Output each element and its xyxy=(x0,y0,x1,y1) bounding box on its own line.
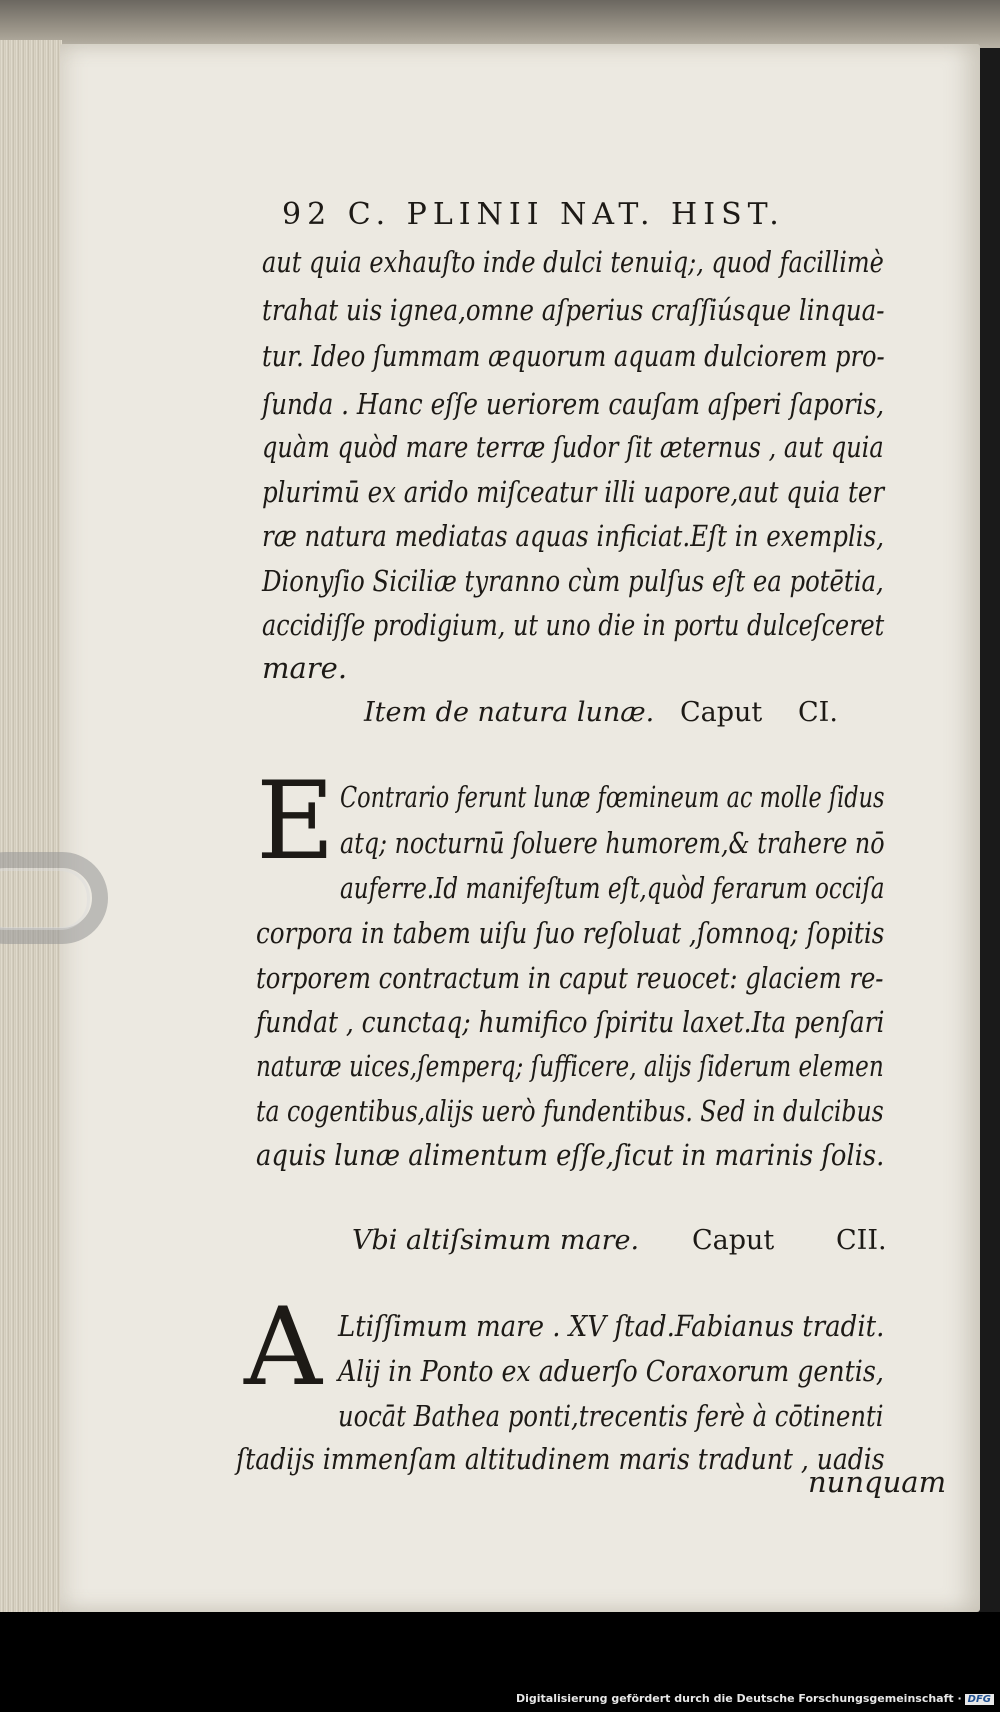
text-line: corpora in tabem uiſu ſuo reſoluat ,ſomnoq; ſopitis xyxy=(256,916,885,950)
chapter-101-number: CI. xyxy=(798,697,838,728)
book-top-edge xyxy=(0,0,1000,48)
dfg-logo: DFG xyxy=(965,1694,994,1705)
text-line: Contrario ferunt lunæ fœmineum ac molle ſidus xyxy=(340,780,885,814)
credit-text: Digitalisierung gefördert durch die Deutsche Forschungsgemeinschaft · xyxy=(515,1692,962,1705)
text-line: torporem contractum in caput reuocet: glaciem re- xyxy=(256,961,884,995)
text-line: ſtadijs immenſam altitudinem maris tradunt , uadis xyxy=(236,1442,885,1476)
text-line: Alij in Ponto ex aduerſo Coraxorum gentis, xyxy=(338,1354,884,1388)
chapter-102-caput: Caput xyxy=(692,1225,775,1256)
text-line: aquis lunæ alimentum eſſe,ſicut in marinis ſolis. xyxy=(256,1138,885,1172)
text-line: atq; nocturnū ſoluere humorem,& trahere nō xyxy=(340,826,885,860)
paper-clip-highlight xyxy=(0,868,90,930)
text-line: plurimū ex arido miſceatur illi uapore,aut quia ter xyxy=(262,475,885,509)
chapter-102-number: CII. xyxy=(836,1225,887,1256)
chapter-102-title: Vbi altiſsimum mare. xyxy=(352,1225,640,1256)
text-line: tur. Ideo ſummam æquorum aquam dulciorem pro- xyxy=(262,339,885,373)
running-head: 92 C. PLINII NAT. HIST. xyxy=(282,197,785,232)
text-line: ræ natura mediatas aquas inficiat.Eſt in exemplis, xyxy=(262,519,884,553)
chapter-101-title: Item de natura lunæ. xyxy=(364,697,655,728)
text-line: fundat , cunctaq; humifico ſpiritu laxet.Ita penſari xyxy=(256,1005,885,1039)
text-line: mare. xyxy=(262,651,348,685)
catchword: nunquam xyxy=(808,1465,947,1499)
drop-cap-a: A xyxy=(244,1285,322,1410)
chapter-101-caput: Caput xyxy=(680,697,763,728)
drop-cap-e: E xyxy=(256,759,335,884)
text-line: trahat uis ignea,omne aſperius craſſiúsque linqua- xyxy=(262,293,885,327)
text-line: Dionyſio Siciliæ tyranno cùm pulſus eſt ea potētia, xyxy=(262,564,884,598)
text-line: ſunda . Hanc eſſe ueriorem cauſam aſperi ſaporis, xyxy=(262,387,885,421)
text-line: ta cogentibus,alijs uerò fundentibus. Sed in dulcibus xyxy=(256,1094,884,1128)
text-line: auferre.Id manifeſtum eſt,quòd ferarum occiſa xyxy=(340,871,885,905)
text-line: naturæ uices,ſemperq; ſufficere, alijs ſiderum elemen xyxy=(256,1049,884,1083)
page-stack-edge xyxy=(0,40,62,1615)
text-line: accidiſſe prodigium, ut uno die in portu dulceſceret xyxy=(262,608,885,642)
digitization-credit xyxy=(516,1692,994,1705)
text-line: Ltiſſimum mare . XV ſtad.Fabianus tradit. xyxy=(338,1309,885,1343)
text-line: quàm quòd mare terræ ſudor ſit æternus , aut quia xyxy=(262,430,884,464)
text-line: aut quia exhauſto inde dulci tenuiq;, quod facillimè xyxy=(262,245,884,279)
text-line: uocāt Bathea ponti,trecentis ferè à cōtinenti xyxy=(338,1399,884,1433)
